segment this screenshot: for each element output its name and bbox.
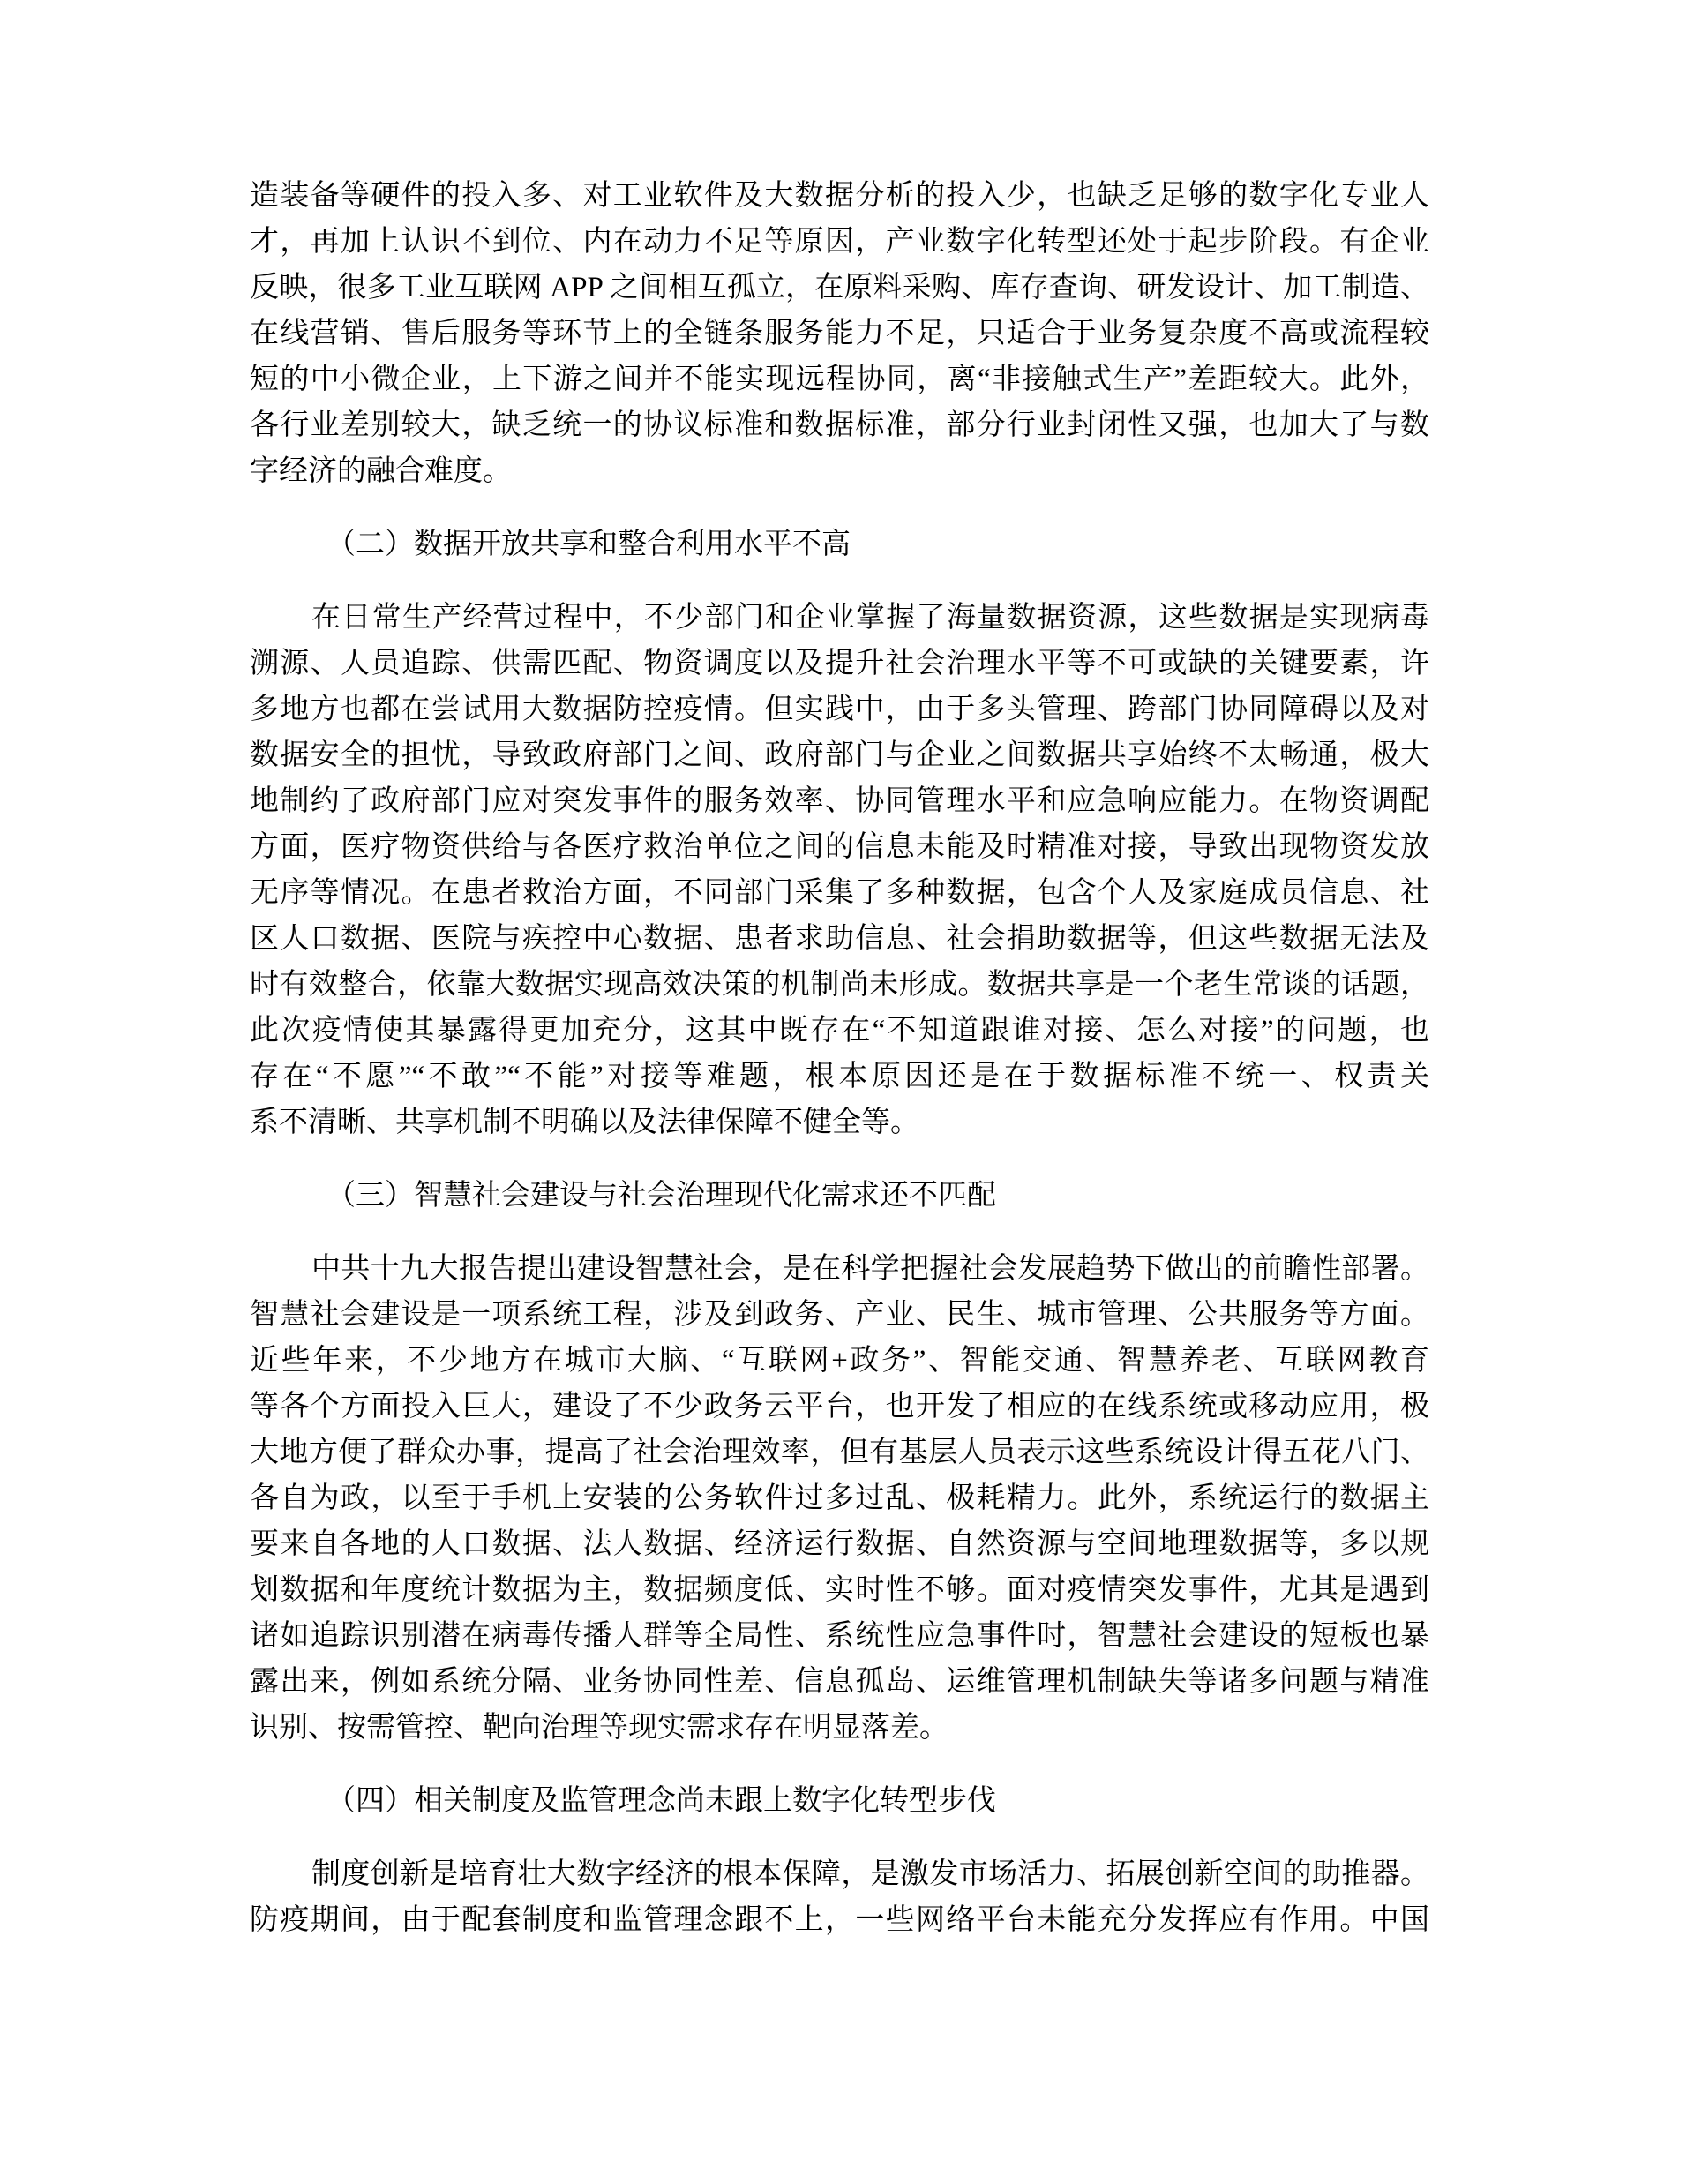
text-line: 近些年来，不少地方在城市大脑、“互联网+政务”、智能交通、智慧养老、互联网教育 (250, 1345, 1429, 1377)
paragraph (250, 1246, 1429, 1751)
text-line: 在线营销、售后服务等环节上的全链条服务能力不足，只适合于业务复杂度不高或流程较 (250, 318, 1429, 349)
text-line: 大地方便了群众办事，提高了社会治理效率，但有基层人员表示这些系统设计得五花八门、 (250, 1437, 1429, 1468)
text-line: 时有效整合，依靠大数据实现高效决策的机制尚未形成。数据共享是一个老生常谈的话题， (250, 969, 1429, 1001)
text-line: 各自为政，以至于手机上安装的公务软件过多过乱、极耗精力。此外，系统运行的数据主 (250, 1482, 1429, 1514)
text-line: 防疫期间，由于配套制度和监管理念跟不上，一些网络平台未能充分发挥应有作用。中国 (250, 1904, 1429, 1936)
section-heading: （四）相关制度及监管理念尚未跟上数字化转型步伐 (326, 1785, 996, 1817)
paragraph (250, 595, 1429, 1145)
text-line: 方面，医疗物资供给与各医疗救治单位之间的信息未能及时精准对接，导致出现物资发放 (250, 831, 1429, 863)
text-line: 要来自各地的人口数据、法人数据、经济运行数据、自然资源与空间地理数据等，多以规 (250, 1528, 1429, 1560)
text-line: 区人口数据、医院与疾控中心数据、患者求助信息、社会捐助数据等，但这些数据无法及 (250, 923, 1429, 955)
text-line: 才，再加上认识不到位、内在动力不足等原因，产业数字化转型还处于起步阶段。有企业 (250, 226, 1429, 258)
text-line: 系不清晰、共享机制不明确以及法律保障不健全等。 (250, 1107, 919, 1138)
section-heading: （二）数据开放共享和整合利用水平不高 (326, 529, 851, 560)
text-line: 造装备等硬件的投入多、对工业软件及大数据分析的投入少，也缺乏足够的数字化专业人 (250, 180, 1429, 212)
text-line: 字经济的融合难度。 (250, 455, 512, 487)
text-line: 诸如追踪识别潜在病毒传播人群等全局性、系统性应急事件时，智慧社会建设的短板也暴 (250, 1620, 1429, 1652)
text-line: 反映，很多工业互联网 APP 之间相互孤立，在原料采购、库存查询、研发设计、加工制造、 (250, 272, 1429, 304)
text-line: 中共十九大报告提出建设智慧社会，是在科学把握社会发展趋势下做出的前瞻性部署。 (311, 1253, 1429, 1285)
text-line: 等各个方面投入巨大，建设了不少政务云平台，也开发了相应的在线系统或移动应用，极 (250, 1391, 1429, 1422)
paragraph (250, 173, 1429, 494)
text-line: 短的中小微企业，上下游之间并不能实现远程协同，离“非接触式生产”差距较大。此外， (250, 364, 1429, 395)
text-line: 在日常生产经营过程中，不少部门和企业掌握了海量数据资源，这些数据是实现病毒 (311, 602, 1429, 634)
text-line: 露出来，例如系统分隔、业务协同性差、信息孤岛、运维管理机制缺失等诸多问题与精准 (250, 1666, 1429, 1698)
text-line: 制度创新是培育壮大数字经济的根本保障，是激发市场活力、拓展创新空间的助推器。 (311, 1858, 1429, 1890)
text-line: 溯源、人员追踪、供需匹配、物资调度以及提升社会治理水平等不可或缺的关键要素，许 (250, 648, 1429, 679)
text-line: 识别、按需管控、靶向治理等现实需求存在明显落差。 (250, 1712, 948, 1744)
paragraph (250, 1851, 1429, 1943)
section-heading: （三）智慧社会建设与社会治理现代化需求还不匹配 (326, 1180, 996, 1212)
text-line: 智慧社会建设是一项系统工程，涉及到政务、产业、民生、城市管理、公共服务等方面。 (250, 1299, 1429, 1331)
document-content (250, 173, 1429, 1943)
text-line: 各行业差别较大，缺乏统一的协议标准和数据标准，部分行业封闭性又强，也加大了与数 (250, 409, 1429, 441)
text-line: 存在“不愿”“不敢”“不能”对接等难题，根本原因还是在于数据标准不统一、权责关 (250, 1061, 1429, 1092)
text-line: 数据安全的担忧，导致政府部门之间、政府部门与企业之间数据共享始终不太畅通，极大 (250, 739, 1429, 771)
text-line: 划数据和年度统计数据为主，数据频度低、实时性不够。面对疫情突发事件，尤其是遇到 (250, 1574, 1429, 1606)
text-line: 此次疫情使其暴露得更加充分，这其中既存在“不知道跟谁对接、怎么对接”的问题，也 (250, 1015, 1429, 1047)
text-line: 多地方也都在尝试用大数据防控疫情。但实践中，由于多头管理、跨部门协同障碍以及对 (250, 694, 1429, 725)
text-line: 无序等情况。在患者救治方面，不同部门采集了多种数据，包含个人及家庭成员信息、社 (250, 877, 1429, 909)
text-line: 地制约了政府部门应对突发事件的服务效率、协同管理水平和应急响应能力。在物资调配 (250, 785, 1429, 817)
